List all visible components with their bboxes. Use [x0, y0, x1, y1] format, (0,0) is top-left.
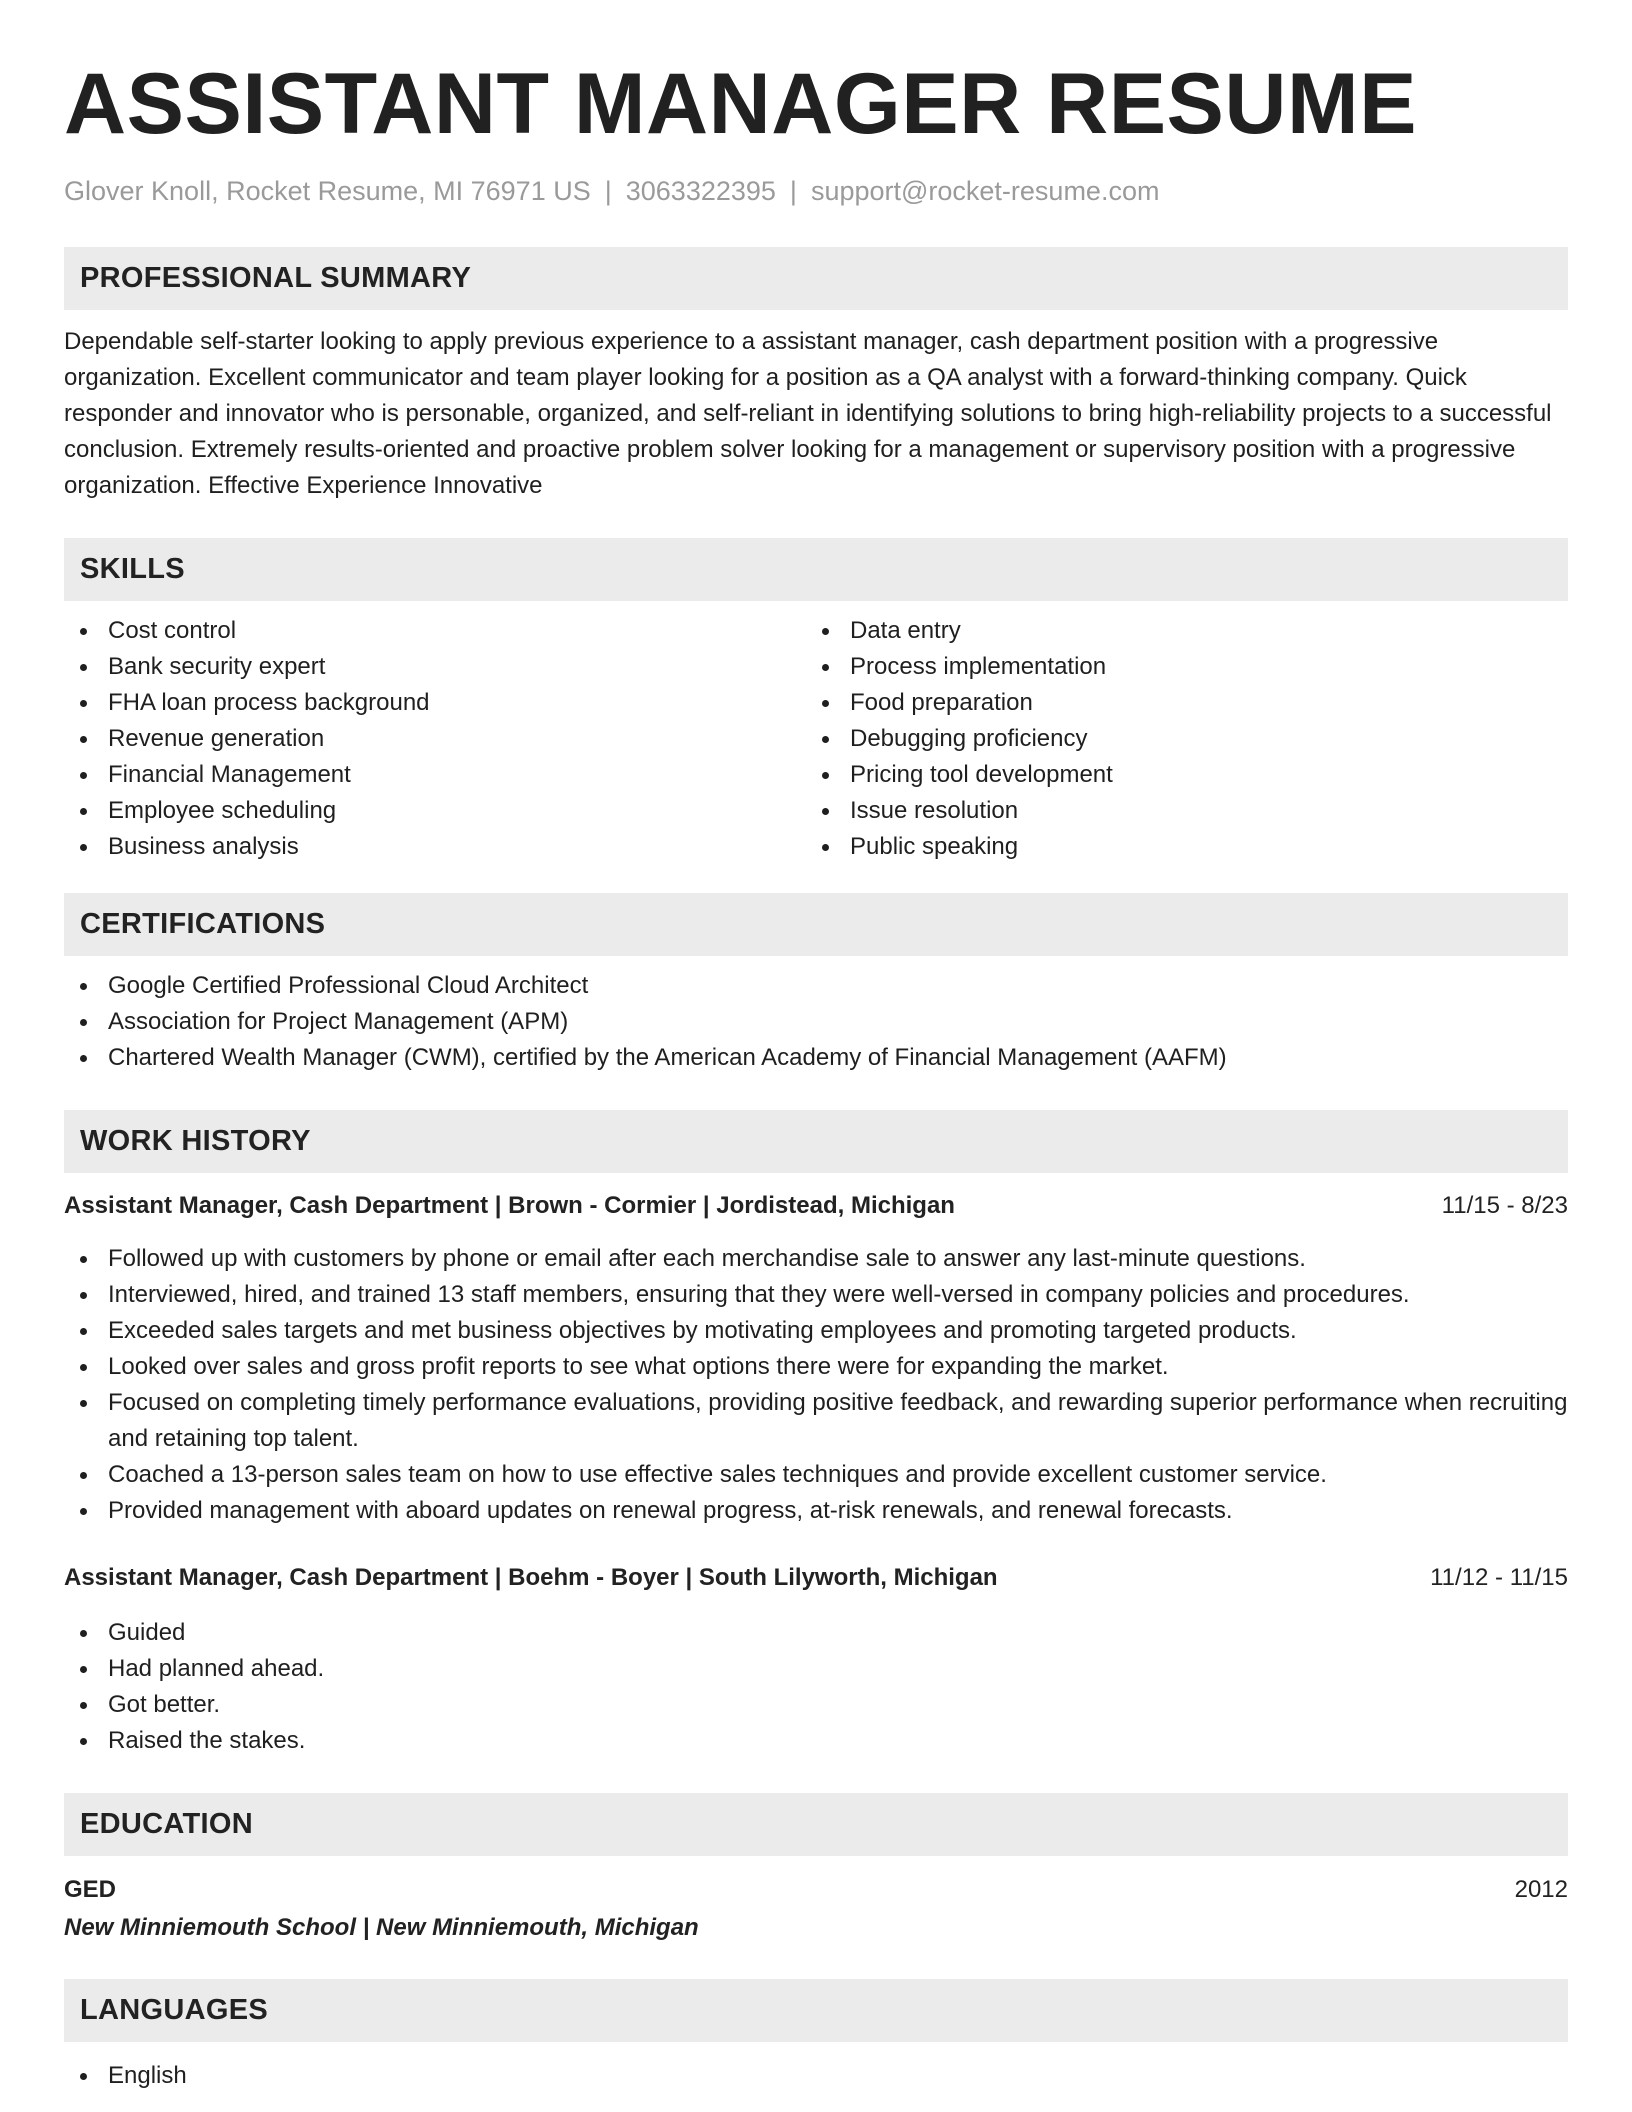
languages-list — [64, 2058, 1568, 2094]
list-item: Google Certified Professional Cloud Architect — [64, 968, 1568, 1004]
education-header — [64, 1873, 1568, 1907]
list-item: Business analysis — [64, 829, 806, 865]
contact-separator: | — [604, 176, 612, 206]
list-item: Provided management with aboard updates on renewal progress, at-risk renewals, and renewal forecasts. — [64, 1493, 1568, 1529]
list-item: English — [64, 2058, 1568, 2094]
list-item: Process implementation — [806, 649, 1568, 685]
contact-line — [64, 174, 1568, 208]
list-item: Cost control — [64, 613, 806, 649]
list-item: Issue resolution — [806, 793, 1568, 829]
list-item: Public speaking — [806, 829, 1568, 865]
contact-address: Glover Knoll, Rocket Resume, MI 76971 US — [64, 176, 591, 206]
resume-title: ASSISTANT MANAGER RESUME — [64, 56, 1418, 152]
skills-list-right — [806, 613, 1568, 865]
education-school: New Minniemouth School | New Minniemouth, Michigan — [64, 1914, 699, 1941]
list-item: Data entry — [806, 613, 1568, 649]
job-header — [64, 1561, 1568, 1595]
section-heading-education: EDUCATION — [64, 1793, 1568, 1856]
section-heading-certifications: CERTIFICATIONS — [64, 893, 1568, 956]
job-bullets — [64, 1615, 1568, 1759]
list-item: Interviewed, hired, and trained 13 staff members, ensuring that they were well-versed in company policies and procedures. — [64, 1277, 1568, 1313]
section-heading-languages: LANGUAGES — [64, 1979, 1568, 2042]
contact-email: support@rocket-resume.com — [810, 176, 1160, 206]
job-title: Assistant Manager, Cash Department | Brown - Cormier | Jordistead, Michigan — [64, 1192, 955, 1219]
skills-grid — [64, 613, 1568, 865]
skills-list-left — [64, 613, 806, 865]
summary-text: Dependable self-starter looking to apply previous experience to a assistant manager, cash department position with a progressive organization. Excellent communicator and team player looking for a position as a QA analyst with a forward-thinking company. Quick responder and innovator who is personable, organized, and self-reliant in identifying solutions to bring high-reliability projects to a successful conclusion. Extremely results-oriented and proactive problem solver looking for a management or supervisory position with a progressive organization. Effective Experience Innovative — [64, 328, 1552, 499]
certifications-list — [64, 968, 1568, 1076]
list-item: Looked over sales and gross profit reports to see what options there were for expanding the market. — [64, 1349, 1568, 1385]
job-dates: 11/12 - 11/15 — [1430, 1564, 1568, 1591]
section-heading-work-history: WORK HISTORY — [64, 1110, 1568, 1173]
list-item: Got better. — [64, 1687, 1568, 1723]
list-item: Bank security expert — [64, 649, 806, 685]
list-item: Association for Project Management (APM) — [64, 1004, 1568, 1040]
education-degree: GED — [64, 1876, 117, 1903]
list-item: FHA loan process background — [64, 685, 806, 721]
list-item: Guided — [64, 1615, 1568, 1651]
contact-separator: | — [789, 176, 797, 206]
section-heading-skills: SKILLS — [64, 538, 1568, 601]
job-header — [64, 1189, 1568, 1223]
section-heading-summary: PROFESSIONAL SUMMARY — [64, 247, 1568, 310]
list-item: Raised the stakes. — [64, 1723, 1568, 1759]
list-item: Financial Management — [64, 757, 806, 793]
list-item: Food preparation — [806, 685, 1568, 721]
job-bullets — [64, 1241, 1568, 1529]
list-item: Chartered Wealth Manager (CWM), certified by the American Academy of Financial Management (AAFM) — [64, 1040, 1568, 1076]
list-item: Revenue generation — [64, 721, 806, 757]
list-item: Followed up with customers by phone or email after each merchandise sale to answer any last-minute questions. — [64, 1241, 1568, 1277]
list-item: Pricing tool development — [806, 757, 1568, 793]
education-year: 2012 — [1514, 1876, 1568, 1903]
list-item: Debugging proficiency — [806, 721, 1568, 757]
list-item: Had planned ahead. — [64, 1651, 1568, 1687]
list-item: Exceeded sales targets and met business objectives by motivating employees and promoting targeted products. — [64, 1313, 1568, 1349]
list-item: Employee scheduling — [64, 793, 806, 829]
job-title: Assistant Manager, Cash Department | Boehm - Boyer | South Lilyworth, Michigan — [64, 1564, 998, 1591]
list-item: Coached a 13-person sales team on how to use effective sales techniques and provide excellent customer service. — [64, 1457, 1568, 1493]
list-item: Focused on completing timely performance evaluations, providing positive feedback, and rewarding superior performance when recruiting and retaining top talent. — [64, 1385, 1568, 1457]
contact-phone: 3063322395 — [625, 176, 776, 206]
job-dates: 11/15 - 8/23 — [1441, 1192, 1568, 1219]
